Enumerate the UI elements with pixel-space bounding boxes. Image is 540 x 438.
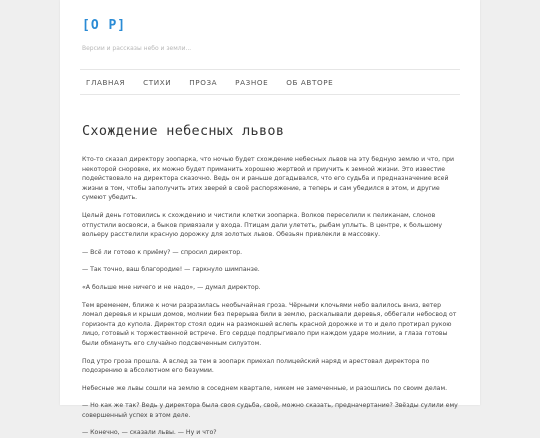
- article-paragraph: — Так точно, ваш благородие! — гаркнуло шимпанзе.: [82, 266, 260, 274]
- article-title: Схождение небесных львов: [82, 123, 285, 139]
- site-tagline: Версии и рассказы небо и земли...: [82, 45, 192, 52]
- main-nav: [80, 69, 460, 95]
- article-paragraph: Тем временем, ближе к ночи разразилась необычайная гроза. Чёрными клочьями небо валилось вниз, ветер ломал деревья и крыши домов, молнии без перерыва били в землю, раскалывали деревья, оббегали небосвод от горизонта до купола. Директор стоял один на размокшей вслепь красной дорожке и то и дело протирал рукою лицо, готовый к торжественной встрече. Его сердце подпрыгивало при каждом ударе молнии, а глаза готовы были обмануть его случайно подсвеченным силуэтом.: [82, 301, 457, 347]
- article-paragraph: Целый день готовились к схождению и чистили клетки зоопарка. Волков переселили к пеликанам, слонов отпустили восвояси, а быков привязали у входа. Птицам дали улететь, рыбам уплыть. В центре, к большому вольеру расстелили красную дорожку для золотых львов. Обезьян привлекли в массовку.: [82, 211, 443, 239]
- page: [60, 0, 480, 437]
- site-header: [60, 0, 480, 69]
- site-logo[interactable]: [O P]: [82, 18, 127, 33]
- article-paragraph: — Конечно, — сказали львы. — Ну и что?: [82, 429, 217, 437]
- nav-item-about[interactable]: ОБ АВТОРЕ: [286, 77, 334, 87]
- article-paragraph: Кто-то сказал директору зоопарка, что ночью будет схождение небесных львов на эту бедную землю и что, при некоторой сноровке, их можно будет приманить хорошею жертвой и приучить к земной жизни. Это известие подействовало на директора сказочно. Ведь он и раньше догадывался, что его судьба и предназначение всей жизни в том, чтобы заполучить этих зверей в своё распоряжение, а теперь и сам убедился в этом, и другие сумеют убедить.: [82, 156, 455, 202]
- article-paragraph: «А больше мне ничего и не надо», — думал директор.: [82, 283, 261, 291]
- article-paragraph: Под утро гроза прошла. А вслед за тем в зоопарк приехал полицейский наряд и арестовал директора по подозрению в абсолютном его безумии.: [82, 357, 430, 375]
- nav-item-misc[interactable]: РАЗНОЕ: [235, 77, 269, 87]
- nav-item-home[interactable]: ГЛАВНАЯ: [86, 77, 126, 87]
- nav-item-poems[interactable]: СТИХИ: [143, 77, 172, 87]
- nav-item-prose[interactable]: ПРОЗА: [189, 77, 218, 87]
- article-paragraph: — Но как же так? Ведь у директора была своя судьба, своё, можно сказать, предначертание? Звёзды сулили ему совершенный успех в этом деле.: [82, 402, 458, 419]
- article-paragraph: — Всё ли готово к приёму? — спросил директор.: [82, 248, 243, 256]
- article: [60, 123, 480, 438]
- article-paragraph: Небесные же львы сошли на землю в соседнем квартале, никем не замеченные, и разошлись по своим делам.: [82, 384, 448, 392]
